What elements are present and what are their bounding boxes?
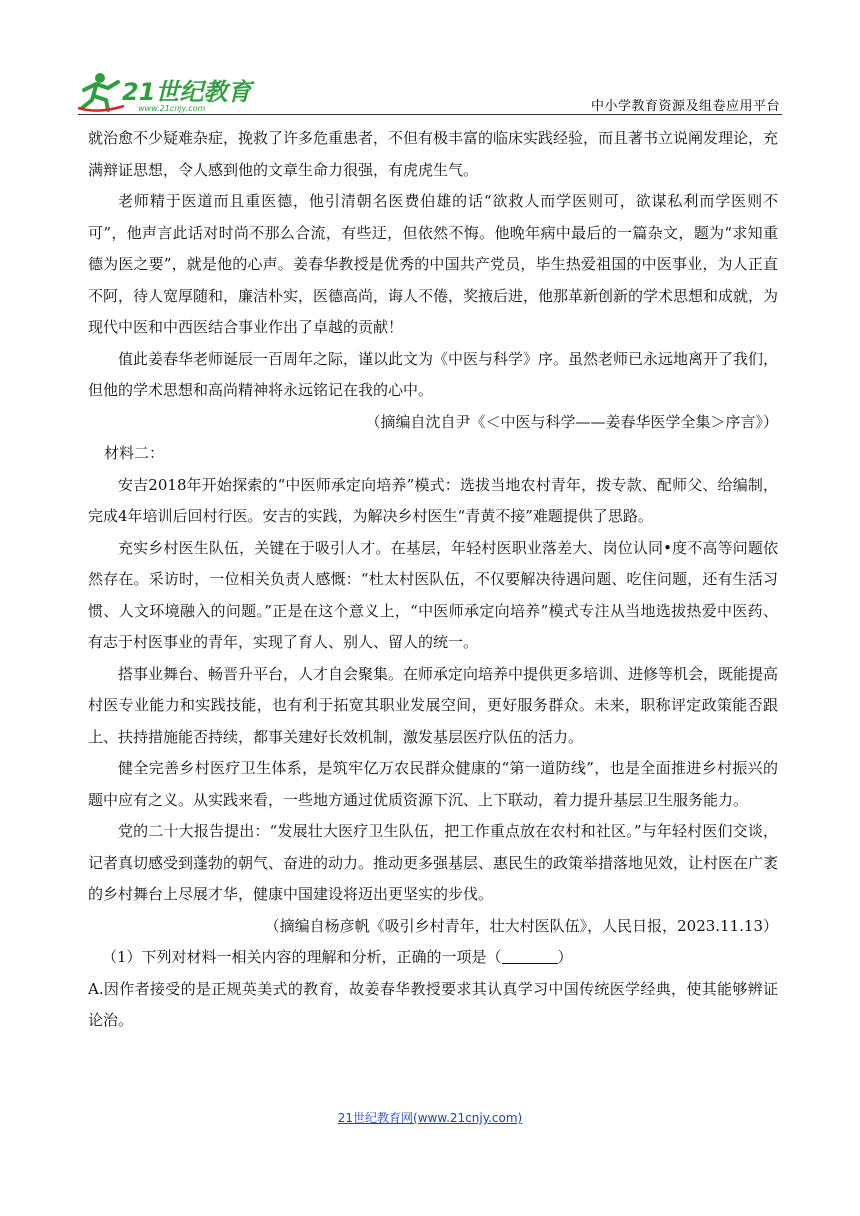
material-2-paragraph-3: 搭事业舞台、畅晋升平台，人才自会聚集。在师承定向培养中提供更多培训、进修等机会，既能提高村医专业能力和实践技能，也有利于拓宽其职业发展空间，更好服务群众。未来，职称评定政策能否跟上、扶持措施能否持续，都事关建好长效机制，激发基层医疗队伍的活力。 <box>88 664 779 746</box>
question-stem: （1）下列对材料一相关内容的理解和分析，正确的一项是（ <box>102 948 502 966</box>
material-2-label: 材料二： <box>104 444 165 462</box>
material-2-paragraph-1: 安吉2018年开始探索的“中医师承定向培养”模式：选拔当地农村青年，拨专款、配师父、给编制，完成4年培训后回村行医。安吉的实践，为解决乡村医生“青黄不接”难题提供了思路。 <box>88 475 778 525</box>
logo-runner-icon <box>78 68 258 114</box>
document-body <box>88 123 778 1037</box>
source-citation-2: （摘编自杨彦帆《吸引乡村青年，壮大村医队伍》，人民日报，2023.11.13） <box>264 916 778 935</box>
question-stem-end: ） <box>557 948 573 966</box>
option-a: A.因作者接受的是正规英美式的教育，故姜春华教授要求其认真学习中国传统医学经典，使其能够辨证论治。 <box>88 979 778 1029</box>
logo <box>78 68 258 114</box>
paragraph-1: 就治愈不少疑难杂症，挽救了许多危重患者，不但有极丰富的临床实践经验，而且著书立说阐发理论，充满辩证思想，令人感到他的文章生命力很强，有虎虎生气。 <box>88 129 779 179</box>
material-2-paragraph-4: 健全完善乡村医疗卫生体系，是筑牢亿万农民群众健康的“第一道防线”，也是全面推进乡村振兴的题中应有之义。从实践来看，一些地方通过优质资源下沉、上下联动，着力提升基层卫生服务能力。 <box>88 759 778 809</box>
footer-link[interactable]: 21世纪教育网(www.21cnjy.com) <box>337 1111 523 1125</box>
answer-blank[interactable] <box>502 949 558 964</box>
logo-text: 21世纪教育 <box>122 78 252 106</box>
page-header <box>78 68 782 114</box>
platform-title: 中小学教育资源及组卷应用平台 <box>590 99 780 114</box>
question-1 <box>88 942 778 974</box>
paragraph-3: 值此姜春华老师诞辰一百周年之际，谨以此文为《中医与科学》序。虽然老师已永远地离开了我们，但他的学术思想和高尚精神将永远铭记在我的心中。 <box>88 349 779 399</box>
source-citation-1: （摘编自沈自尹《＜中医与科学——姜春华医学全集＞序言》） <box>365 412 778 431</box>
page-footer <box>0 1109 860 1126</box>
material-2-paragraph-5: 党的二十大报告提出：“发展壮大医疗卫生队伍，把工作重点放在农村和社区。”与年轻村医们交谈，记者真切感受到蓬勃的朝气、奋进的动力。推动更多强基层、惠民生的政策举措落地见效，让村医在广袤的乡村舞台上尽展才华，健康中国建设将迈出更坚实的步伐。 <box>88 822 779 903</box>
paragraph-2: 老师精于医道而且重医德，他引清朝名医费伯雄的话“欲救人而学医则可，欲谋私利而学医则不可”，他声言此话对时尚不那么合流，有些迂，但依然不悔。他晚年病中最后的一篇杂文，题为“求知重德为医之要”，就是他的心声。姜春华教授是优秀的中国共产党员，毕生热爱祖国的中医事业，为人正直不阿，待人宽厚随和，廉洁朴实，医德高尚，诲人不倦，奖掖后进，他那革新创新的学术思想和成就，为现代中医和中西医结合事业作出了卓越的贡献！ <box>88 192 779 336</box>
header-divider <box>78 114 782 115</box>
logo-url: www.21cnjy.com <box>138 104 206 113</box>
material-2-paragraph-2: 充实乡村医生队伍，关键在于吸引人才。在基层，年轻村医职业落差大、岗位认同•度不高等问题依然存在。采访时，一位相关负责人感慨：“杜太村医队伍，不仅要解决待遇问题、吃住问题，还有生活习惯、人文环境融入的问题。”正是在这个意义上，“中医师承定向培养”模式专注从当地选拔热爱中医药、有志于村医事业的青年，实现了育人、别人、留人的统一。 <box>88 538 778 651</box>
